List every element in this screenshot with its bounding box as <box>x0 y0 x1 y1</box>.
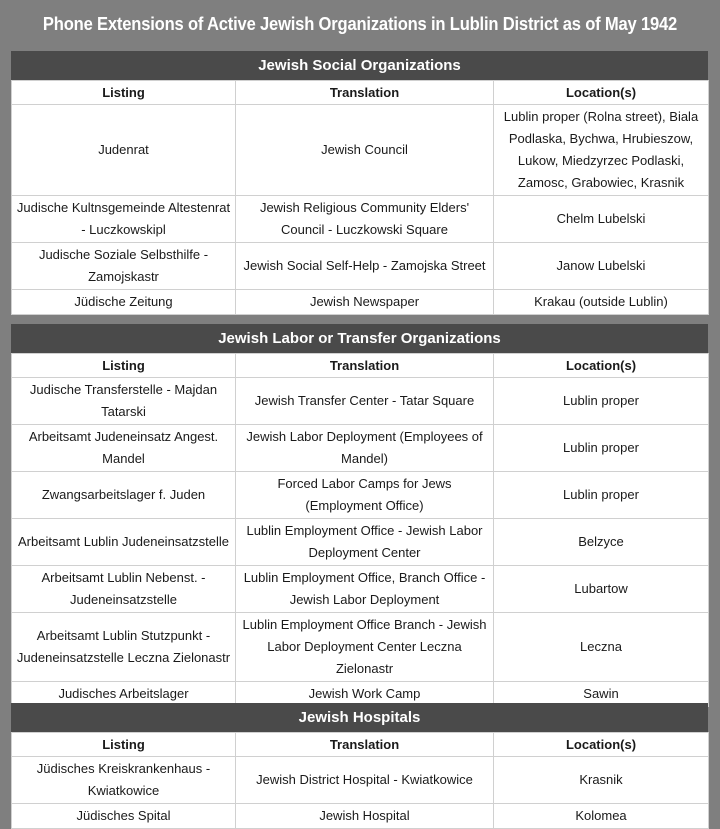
listing-cell: Jüdisches Spital <box>12 804 236 829</box>
table-row <box>12 757 709 804</box>
translation-cell: Lublin Employment Office Branch - Jewish Labor Deployment Center Leczna Zielonastr <box>236 613 494 682</box>
location-cell: Kolomea <box>494 804 709 829</box>
translation-cell: Forced Labor Camps for Jews (Employment Office) <box>236 472 494 519</box>
location-cell: Lubartow <box>494 566 709 613</box>
translation-cell: Jewish Religious Community Elders' Council - Luczkowski Square <box>236 196 494 243</box>
listing-cell: Arbeitsamt Lublin Judeneinsatzstelle <box>12 519 236 566</box>
translation-cell: Jewish Social Self-Help - Zamojska Street <box>236 243 494 290</box>
section-header: Jewish Social Organizations <box>11 51 708 80</box>
section-social-organizations <box>11 51 708 315</box>
organizations-table <box>11 353 709 707</box>
table-row <box>12 566 709 613</box>
column-header-translation: Translation <box>236 733 494 757</box>
column-header-row <box>12 354 709 378</box>
translation-cell: Lublin Employment Office, Branch Office - Jewish Labor Deployment <box>236 566 494 613</box>
listing-cell: Arbeitsamt Lublin Nebenst. - Judeneinsatzstelle <box>12 566 236 613</box>
section-header: Jewish Labor or Transfer Organizations <box>11 324 708 353</box>
section-header: Jewish Hospitals <box>11 703 708 732</box>
section-hospitals <box>11 703 708 829</box>
translation-cell: Jewish District Hospital - Kwiatkowice <box>236 757 494 804</box>
table-row <box>12 243 709 290</box>
column-header-listing: Listing <box>12 354 236 378</box>
translation-cell: Lublin Employment Office - Jewish Labor Deployment Center <box>236 519 494 566</box>
table-row <box>12 105 709 196</box>
column-header-translation: Translation <box>236 354 494 378</box>
table-row <box>12 472 709 519</box>
location-cell: Sawin <box>494 682 709 707</box>
table-row <box>12 425 709 472</box>
location-cell: Lublin proper <box>494 378 709 425</box>
location-cell: Lublin proper <box>494 425 709 472</box>
organizations-table <box>11 732 709 829</box>
page-title: Phone Extensions of Active Jewish Organizations in Lublin District as of May 1942 <box>42 14 678 34</box>
translation-cell: Jewish Hospital <box>236 804 494 829</box>
column-header-location: Location(s) <box>494 733 709 757</box>
translation-cell: Jewish Work Camp <box>236 682 494 707</box>
listing-cell: Judisches Arbeitslager <box>12 682 236 707</box>
column-header-listing: Listing <box>12 733 236 757</box>
listing-cell: Judische Kultnsgemeinde Altestenrat - Luczkowskipl <box>12 196 236 243</box>
table-row <box>12 613 709 682</box>
listing-cell: Judenrat <box>12 105 236 196</box>
location-cell: Janow Lubelski <box>494 243 709 290</box>
listing-cell: Judische Transferstelle - Majdan Tatarski <box>12 378 236 425</box>
table-row <box>12 196 709 243</box>
column-header-translation: Translation <box>236 81 494 105</box>
location-cell: Krasnik <box>494 757 709 804</box>
listing-cell: Arbeitsamt Judeneinsatz Angest. Mandel <box>12 425 236 472</box>
location-cell: Krakau (outside Lublin) <box>494 290 709 315</box>
location-cell: Belzyce <box>494 519 709 566</box>
listing-cell: Jüdische Zeitung <box>12 290 236 315</box>
column-header-location: Location(s) <box>494 81 709 105</box>
translation-cell: Jewish Labor Deployment (Employees of Mandel) <box>236 425 494 472</box>
table-row <box>12 378 709 425</box>
translation-cell: Jewish Transfer Center - Tatar Square <box>236 378 494 425</box>
column-header-row <box>12 733 709 757</box>
translation-cell: Jewish Council <box>236 105 494 196</box>
translation-cell: Jewish Newspaper <box>236 290 494 315</box>
location-cell: Chelm Lubelski <box>494 196 709 243</box>
organizations-table <box>11 80 709 315</box>
listing-cell: Jüdisches Kreiskrankenhaus - Kwiatkowice <box>12 757 236 804</box>
section-labor-organizations <box>11 324 708 707</box>
listing-cell: Judische Soziale Selbsthilfe - Zamojskastr <box>12 243 236 290</box>
column-header-location: Location(s) <box>494 354 709 378</box>
table-row <box>12 519 709 566</box>
table-row <box>12 290 709 315</box>
location-cell: Leczna <box>494 613 709 682</box>
location-cell: Lublin proper <box>494 472 709 519</box>
listing-cell: Arbeitsamt Lublin Stutzpunkt - Judeneinsatzstelle Leczna Zielonastr <box>12 613 236 682</box>
column-header-listing: Listing <box>12 81 236 105</box>
location-cell: Lublin proper (Rolna street), Biala Podlaska, Bychwa, Hrubieszow, Lukow, Miedzyrzec Podlaski, Zamosc, Grabowiec, Krasnik <box>494 105 709 196</box>
listing-cell: Zwangsarbeitslager f. Juden <box>12 472 236 519</box>
column-header-row <box>12 81 709 105</box>
table-row <box>12 804 709 829</box>
